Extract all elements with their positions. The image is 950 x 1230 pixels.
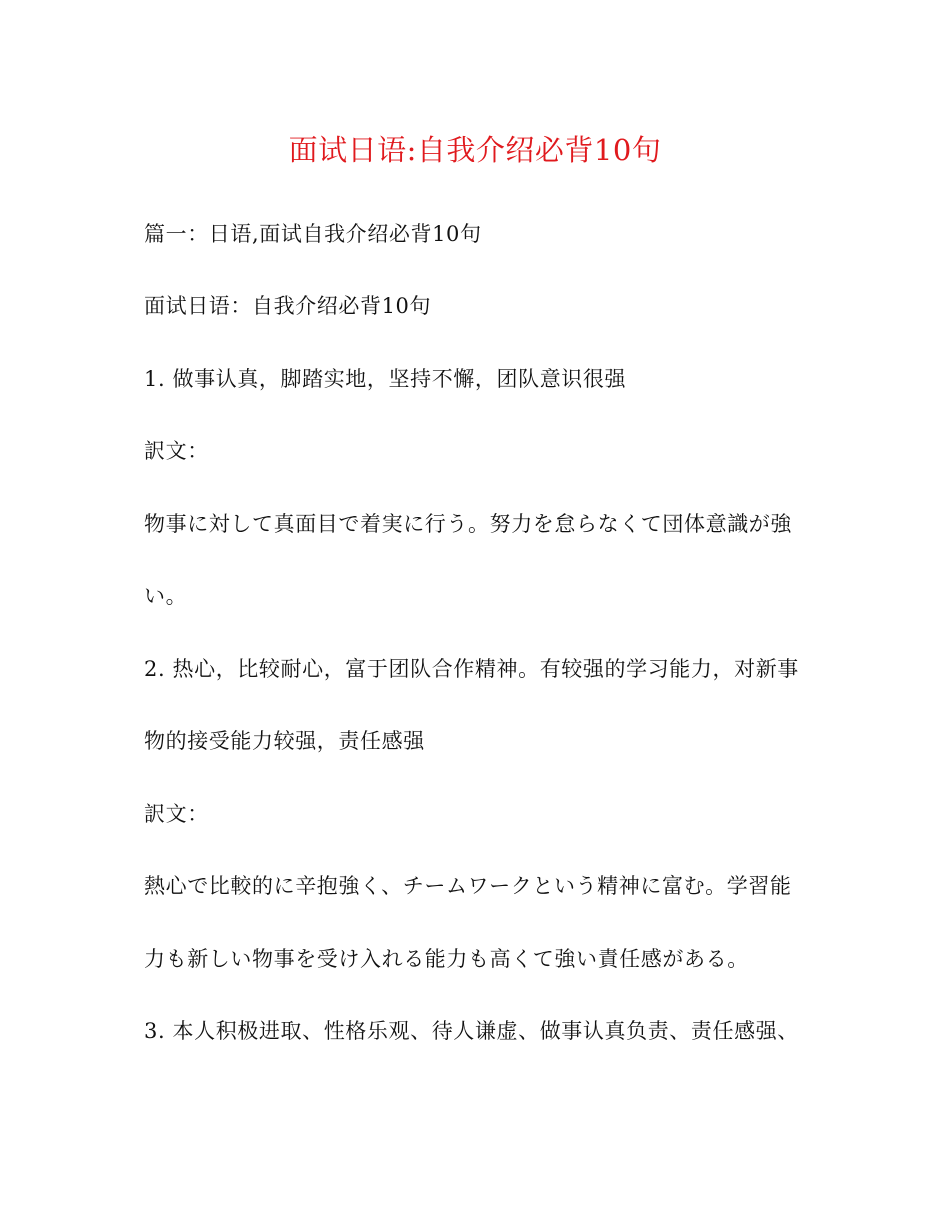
item-2-chinese-line-1: 2. 热心，比较耐心，富于团队合作精神。有较强的学习能力，对新事 (144, 657, 799, 681)
subtitle-line: 面试日语：自我介绍必背10句 (144, 294, 432, 318)
item-1-chinese: 1. 做事认真，脚踏实地，坚持不懈，团队意识很强 (144, 367, 627, 391)
section-heading: 篇一：日语,面试自我介绍必背10句 (144, 222, 482, 246)
document-title: 面试日语:自我介绍必背10句 (288, 133, 662, 167)
item-2-japanese-line-2: 力も新しい物事を受け入れる能力も高くて強い責任感がある。 (144, 947, 749, 971)
item-3-chinese-line-1: 3. 本人积极进取、性格乐观、待人谦虚、做事认真负责、责任感强、 (144, 1019, 799, 1043)
item-2-japanese-line-1: 熱心で比較的に辛抱強く、チームワークという精神に富む。学習能 (144, 874, 792, 898)
translation-label-2: 訳文： (144, 802, 209, 826)
item-2-chinese-line-2: 物的接受能力较强，责任感强 (144, 729, 425, 753)
translation-label-1: 訳文： (144, 439, 209, 463)
item-1-japanese-line-1: 物事に対して真面目で着実に行う。努力を怠らなくて団体意識が強 (144, 512, 792, 536)
item-1-japanese-line-2: い。 (144, 584, 188, 608)
